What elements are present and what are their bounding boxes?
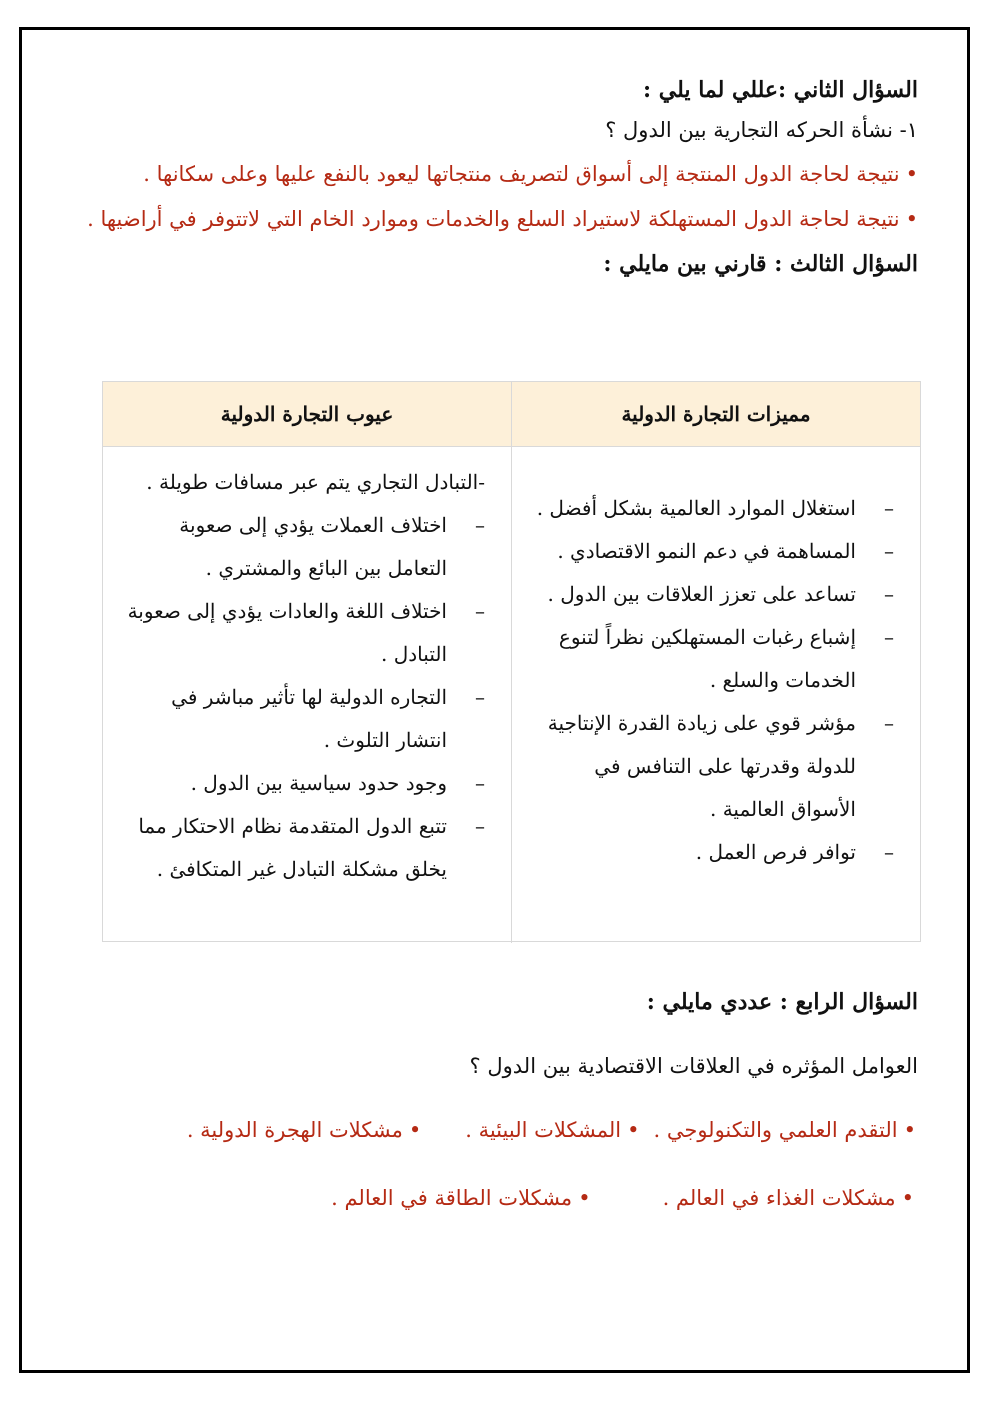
disadvantage-item	[121, 676, 493, 762]
q4-title: السؤال الرابع : عددي مايلي :	[646, 989, 918, 1015]
disadvantage-text: تتبع الدول المتقدمة نظام الاحتكار مما يخلق مشكلة التبادل غير المتكافئ .	[138, 814, 447, 881]
dash-icon: –	[475, 599, 485, 623]
factor-item	[465, 1110, 639, 1150]
advantages-cell	[512, 447, 920, 943]
q2-answer-1	[78, 150, 918, 198]
advantage-text: استغلال الموارد العالمية بشكل أفضل .	[536, 496, 856, 520]
dash-icon: –	[884, 539, 894, 563]
advantage-item	[530, 530, 902, 573]
dash-icon: –	[884, 582, 894, 606]
dash-icon: –	[475, 685, 485, 709]
q2-title: السؤال الثاني :عللي لما يلي :	[643, 77, 918, 103]
advantage-item	[530, 573, 902, 616]
factor-item	[331, 1178, 590, 1218]
disadvantage-item	[121, 504, 493, 590]
advantage-item	[530, 702, 902, 831]
disadvantage-text: اختلاف اللغة والعادات يؤدي إلى صعوبة التبادل .	[127, 599, 447, 666]
dash-icon: –	[884, 711, 894, 735]
advantage-text: المساهمة في دعم النمو الاقتصادي .	[557, 539, 856, 563]
factor-text: مشكلات الهجرة الدولية .	[186, 1118, 403, 1142]
table-body-row	[103, 447, 920, 943]
dash-icon: –	[475, 513, 485, 537]
dash-icon: –	[884, 625, 894, 649]
advantage-text: مؤشر قوي على زيادة القدرة الإنتاجية للدولة وقدرتها على التنافس في الأسواق العالمية .	[547, 711, 856, 821]
question-4	[78, 982, 918, 1218]
disadvantage-text: التجاره الدولية لها تأثير مباشر في انتشار التلوث .	[171, 685, 447, 752]
factor-text: المشكلات البيئية .	[465, 1118, 622, 1142]
q2-answer-2	[78, 198, 918, 240]
bullet-icon: •	[408, 1118, 422, 1142]
factor-text: مشكلات الغذاء في العالم .	[662, 1186, 896, 1210]
bullet-icon: •	[578, 1186, 591, 1210]
bullet-icon: •	[905, 162, 918, 186]
disadvantage-text: اختلاف العملات يؤدي إلى صعوبة التعامل بين البائع والمشتري .	[179, 513, 447, 580]
disadvantages-cell	[103, 447, 512, 943]
questions-2-3	[78, 70, 918, 284]
q3-title: السؤال الثالث : قارني بين مايلي :	[603, 251, 918, 277]
header-disadvantages: عيوب التجارة الدولية	[103, 382, 512, 446]
bullet-icon: •	[905, 207, 918, 231]
dash-icon: –	[475, 771, 485, 795]
q4-question: العوامل المؤثره في العلاقات الاقتصادية بين الدول ؟	[469, 1054, 918, 1078]
advantage-item	[530, 831, 902, 874]
bullet-icon: •	[627, 1118, 640, 1142]
comparison-table	[102, 381, 921, 942]
factors-row-1	[78, 1110, 918, 1150]
q2-answer-1-text: نتيجة لحاجة الدول المنتجة إلى أسواق لتصريف منتجاتها ليعود بالنفع عليها وعلى سكانها .	[143, 162, 900, 186]
q2-question: ١- نشأة الحركه التجارية بين الدول ؟	[605, 118, 918, 142]
bullet-icon: •	[903, 1118, 916, 1142]
factor-item	[663, 1178, 914, 1218]
advantage-text: إشباع رغبات المستهلكين نظراً لتنوع الخدمات والسلع .	[558, 625, 856, 692]
factor-text: التقدم العلمي والتكنولوجي .	[653, 1118, 898, 1142]
factor-text: مشكلات الطاقة في العالم .	[331, 1186, 573, 1210]
dash-icon: –	[475, 814, 485, 838]
advantage-item	[530, 616, 902, 702]
table-header-row	[103, 382, 920, 447]
disadvantage-item	[121, 762, 493, 805]
disadvantage-item	[121, 590, 493, 676]
advantage-text: توافر فرص العمل .	[695, 840, 856, 864]
disadvantage-first: -التبادل التجاري يتم عبر مسافات طويلة .	[146, 470, 485, 494]
advantage-item	[530, 487, 902, 530]
factors-row-2	[78, 1178, 918, 1218]
advantage-text: تساعد على تعزز العلاقات بين الدول .	[547, 582, 856, 606]
q2-answer-2-text: نتيجة لحاجة الدول المستهلكة لاستيراد السلع والخدمات وموارد الخام التي لاتتوفر في أراضيها .	[87, 207, 900, 231]
dash-icon: –	[884, 840, 894, 864]
header-advantages: مميزات التجارة الدولية	[621, 402, 811, 426]
disadvantage-item	[121, 805, 493, 891]
disadvantage-text: وجود حدود سياسية بين الدول .	[190, 771, 447, 795]
factor-item	[187, 1110, 421, 1150]
factor-item	[654, 1110, 917, 1150]
dash-icon: –	[884, 496, 894, 520]
bullet-icon: •	[901, 1186, 914, 1210]
